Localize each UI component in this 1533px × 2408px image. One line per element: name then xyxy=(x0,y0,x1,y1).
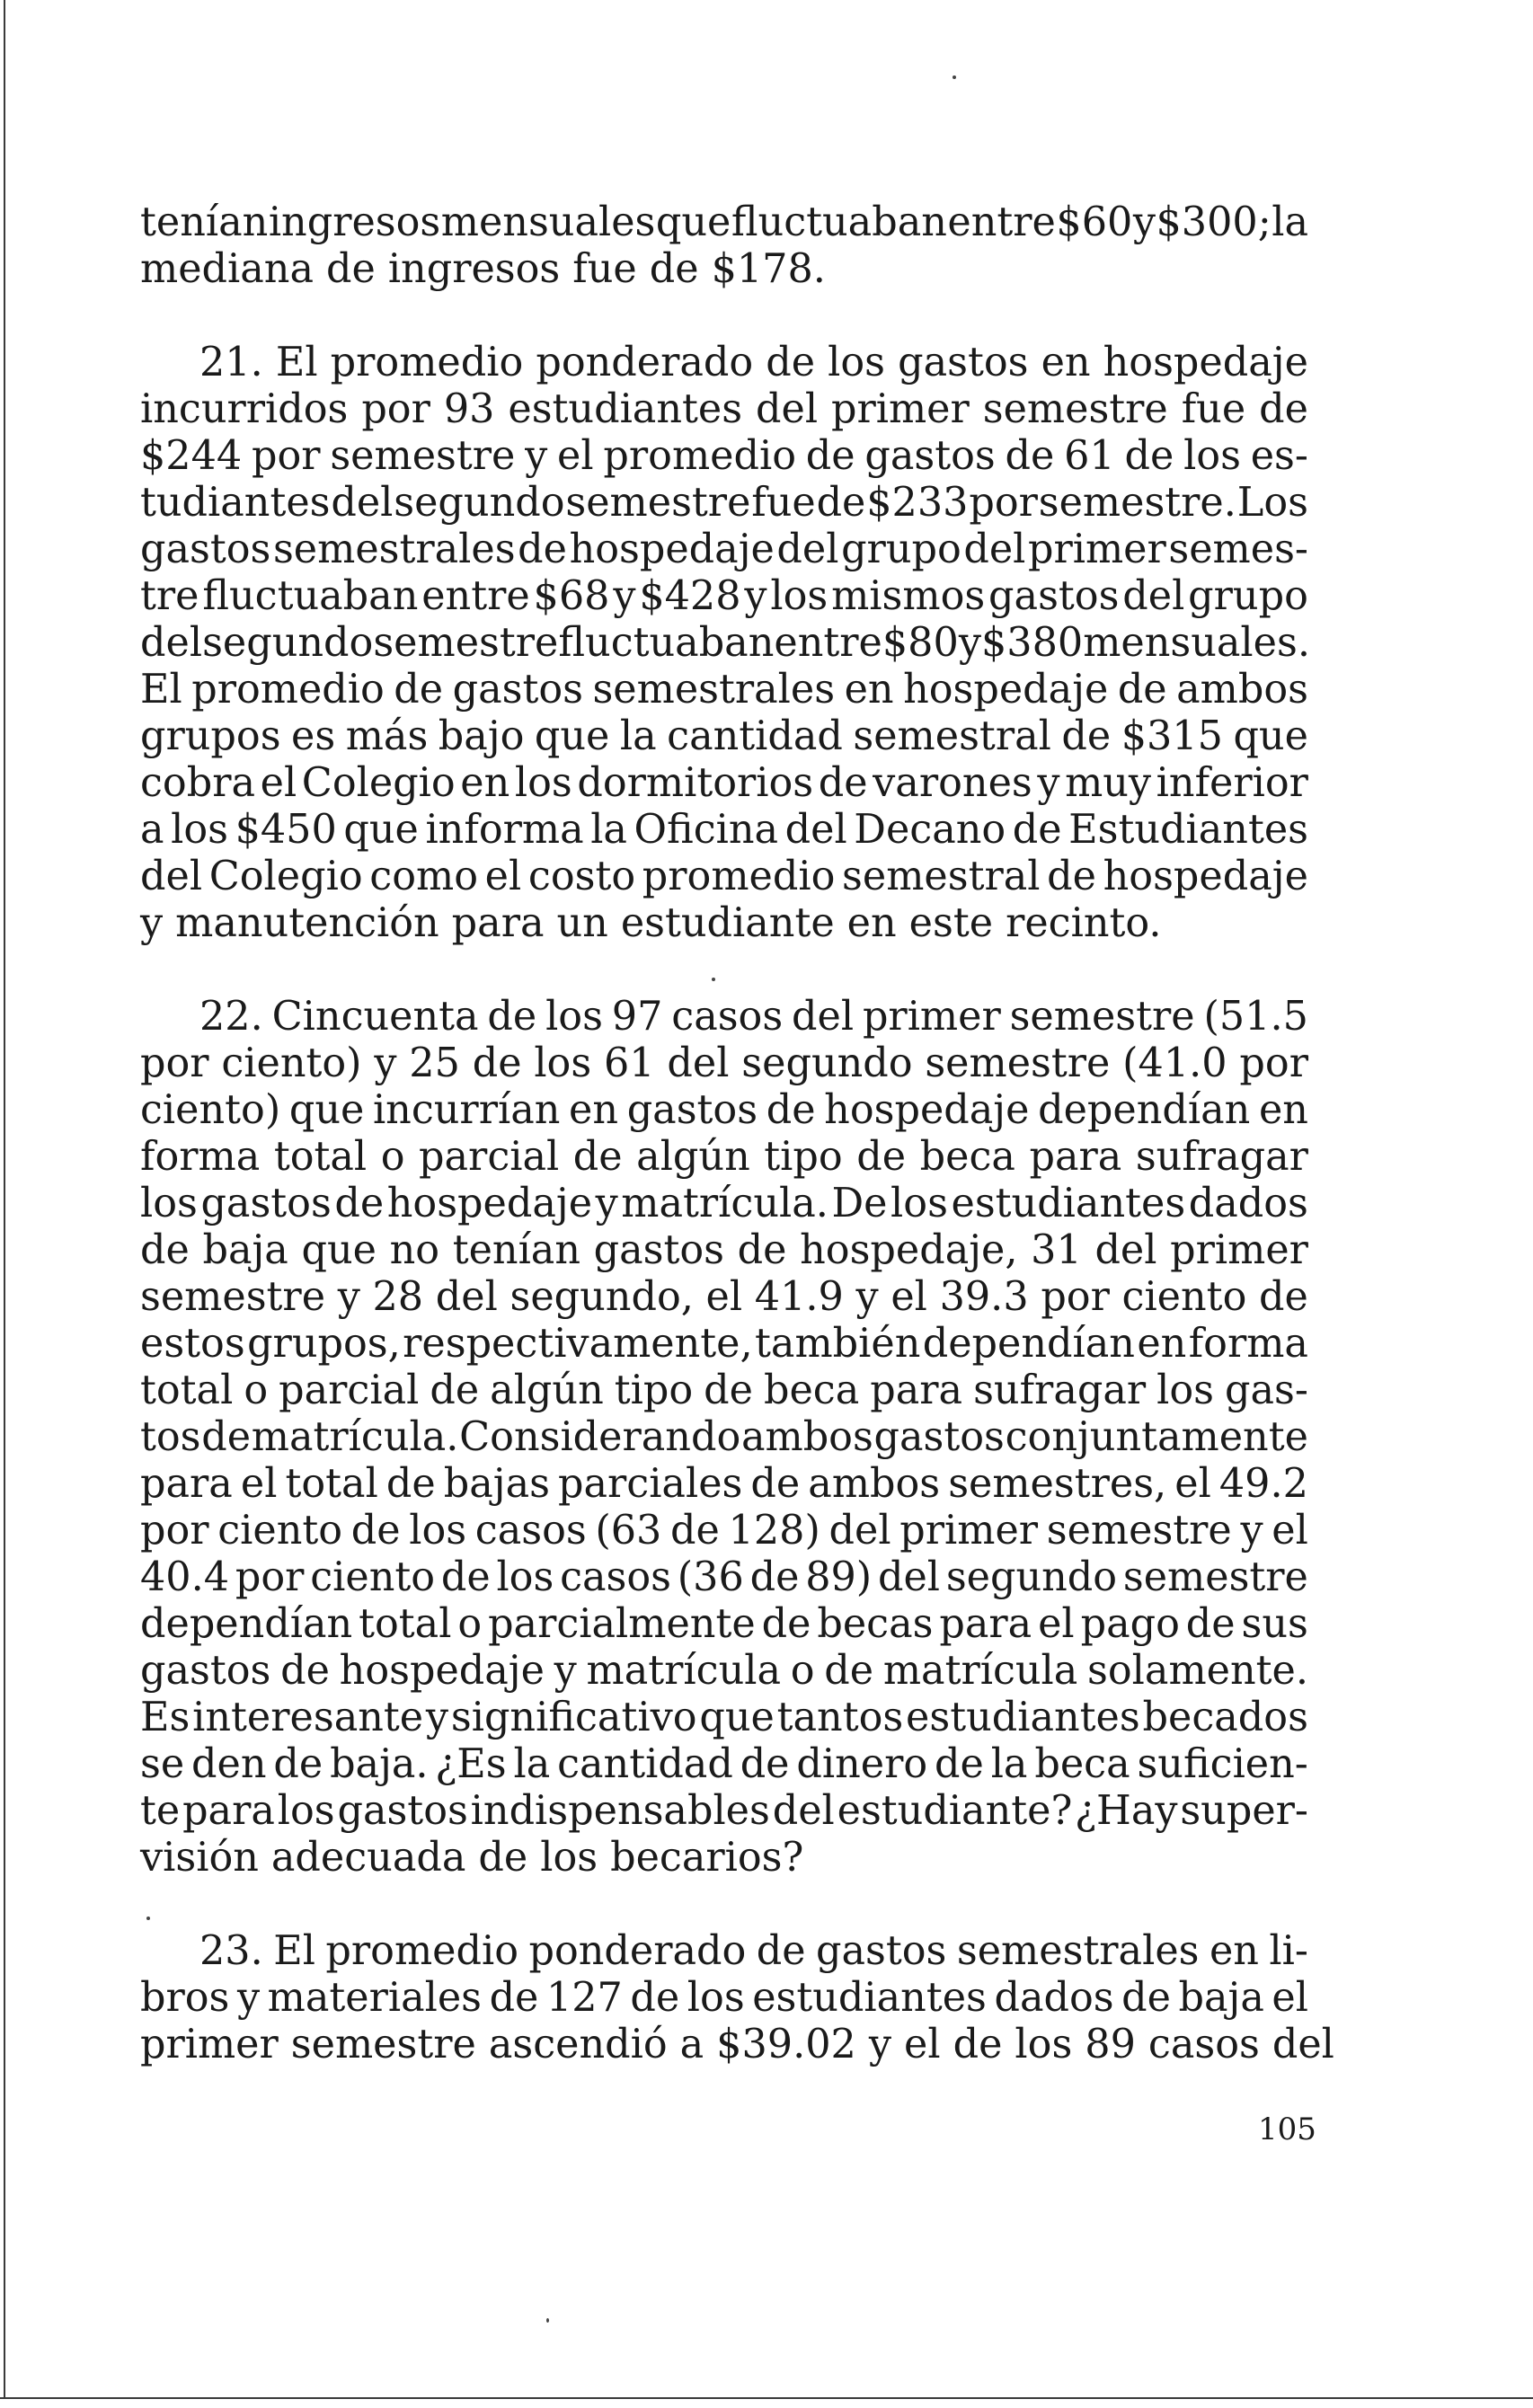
text-line: y manutención para un estudiante en este recinto. xyxy=(140,900,1162,946)
text-line: 22. Cincuenta de los 97 casos del primer semestre (51.5 xyxy=(199,994,1308,1040)
text-line: tudiantes del segundo semestre fue de $233 por semestre. Los xyxy=(140,480,1308,526)
text-line: bros y materiales de 127 de los estudiantes dados de baja el xyxy=(140,1975,1308,2021)
body-text xyxy=(140,199,1334,2068)
text-line: dependían total o parcialmente de becas para el pago de sus xyxy=(140,1601,1308,1647)
paragraph xyxy=(140,199,1308,293)
text-line: se den de baja. ¿Es la cantidad de dinero de la beca suficien- xyxy=(140,1741,1308,1787)
text-line: del segundo semestre fluctuaban entre $80 y $380 mensuales. xyxy=(140,620,1310,666)
text-line: estos grupos, respectivamente, también dependían en forma xyxy=(140,1321,1308,1367)
text-line: $244 por semestre y el promedio de gastos de 61 de los es- xyxy=(140,433,1308,479)
text-line: total o parcial de algún tipo de beca para sufragar los gas- xyxy=(140,1368,1308,1413)
paragraph-gap xyxy=(140,293,1308,340)
text-line: 23. El promedio ponderado de gastos semestrales en li- xyxy=(199,1928,1308,1974)
text-line: tos de matrícula. Considerando ambos gastos conjuntamente xyxy=(140,1414,1308,1460)
text-line: te para los gastos indispensables del estudiante? ¿Hay super- xyxy=(140,1788,1308,1834)
scan-left-edge xyxy=(4,0,5,2397)
paragraph xyxy=(140,994,1308,1881)
text-line: semestre y 28 del segundo, el 41.9 y el 39.3 por ciento de xyxy=(140,1274,1308,1320)
text-line: gastos semestrales de hospedaje del grupo del primer semes- xyxy=(140,527,1308,572)
text-line: 40.4 por ciento de los casos (36 de 89) del segundo semestre xyxy=(140,1554,1308,1600)
text-line: incurridos por 93 estudiantes del primer semestre fue de xyxy=(140,386,1308,432)
text-line: ciento) que incurrían en gastos de hospedaje dependían en xyxy=(140,1087,1308,1133)
text-line: El promedio de gastos semestrales en hospedaje de ambos xyxy=(140,667,1308,713)
text-line: para el total de bajas parciales de ambos semestres, el 49.2 xyxy=(140,1461,1308,1507)
text-line: visión adecuada de los becarios? xyxy=(140,1835,804,1881)
text-line: primer semestre ascendió a $39.02 y el de los 89 casos del xyxy=(140,2022,1334,2067)
text-line: gastos de hospedaje y matrícula o de matrícula solamente. xyxy=(140,1648,1308,1694)
text-line: por ciento) y 25 de los 61 del segundo semestre (41.0 por xyxy=(140,1040,1308,1086)
paragraph xyxy=(140,340,1308,947)
page-number: 105 xyxy=(1258,2111,1316,2147)
text-line: 21. El promedio ponderado de los gastos en hospedaje xyxy=(199,340,1308,385)
text-line: cobra el Colegio en los dormitorios de varones y muy inferior xyxy=(140,760,1308,806)
text-line: tenían ingresos mensuales que fluctuaban entre $60 y $300; la xyxy=(140,199,1308,245)
text-line: los gastos de hospedaje y matrícula. De los estudiantes dados xyxy=(140,1181,1308,1226)
paragraph-gap xyxy=(140,947,1308,994)
text-line: del Colegio como el costo promedio semestral de hospedaje xyxy=(140,854,1308,899)
text-line: Es interesante y significativo que tantos estudiantes becados xyxy=(140,1695,1308,1740)
text-line: a los $450 que informa la Oficina del Decano de Estudiantes xyxy=(140,807,1308,853)
scan-speck xyxy=(953,75,956,79)
paragraph-gap xyxy=(140,1881,1308,1928)
scan-speck xyxy=(712,978,715,981)
text-line: forma total o parcial de algún tipo de beca para sufragar xyxy=(140,1134,1308,1180)
scan-speck xyxy=(546,2318,549,2323)
scan-bottom-edge xyxy=(0,2397,1533,2399)
text-line: de baja que no tenían gastos de hospedaje, 31 del primer xyxy=(140,1227,1308,1273)
text-line: por ciento de los casos (63 de 128) del primer semestre y el xyxy=(140,1508,1308,1554)
paragraph xyxy=(140,1928,1334,2068)
text-line: mediana de ingresos fue de $178. xyxy=(140,246,826,292)
text-line: tre fluctuaban entre $68 y $428 y los mismos gastos del grupo xyxy=(140,573,1308,619)
text-line: grupos es más bajo que la cantidad semestral de $315 que xyxy=(140,713,1308,759)
scan-speck xyxy=(146,1917,150,1920)
